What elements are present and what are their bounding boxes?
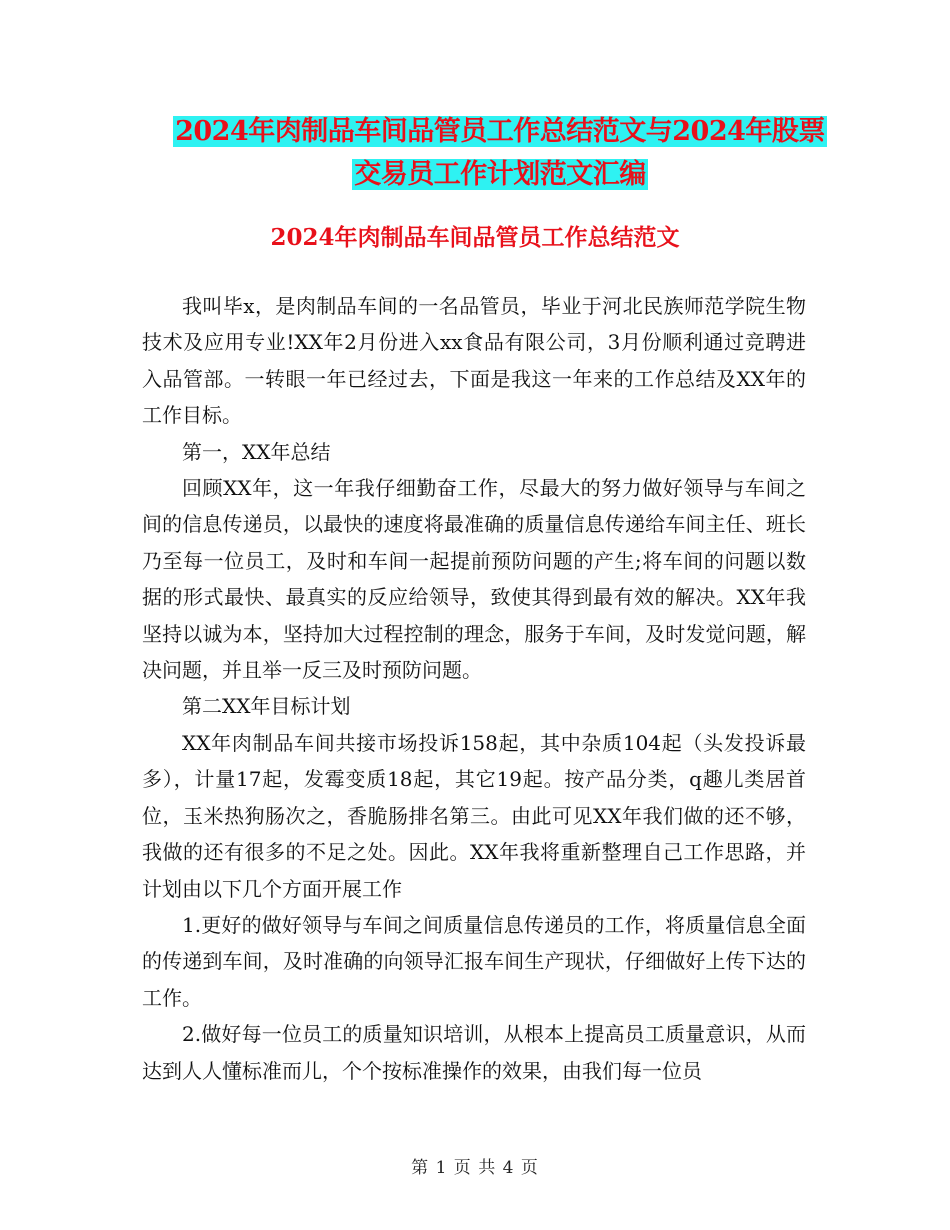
paragraph-heading-summary: 第一，XX年总结	[182, 439, 331, 464]
document-title-text-2: 交易员工作计划范文汇编	[354, 159, 646, 190]
paragraph-plan-item-2: 2.做好每一位员工的质量知识培训，从根本上提高员工质量意识，从而达到人人懂标准而儿，个个按标准操作的效果，由我们每一位员	[142, 1022, 806, 1083]
document-body	[142, 288, 806, 1089]
paragraph-complaints: XX年肉制品车间共接市场投诉158起，其中杂质104起（头发投诉最多），计量17起，发霉变质18起，其它19起。按产品分类，q趣儿类居首位，玉米热狗肠次之，香脆肠排名第三。由此可见XX年我们做的还不够，我做的还有很多的不足之处。因此。XX年我将重新整理自己工作思路，并计划由以下几个方面开展工作	[142, 730, 806, 901]
document-title-line-1	[140, 112, 860, 152]
page-footer: 第 1 页 共 4 页	[411, 1158, 539, 1178]
paragraph-review: 回顾XX年，这一年我仔细勤奋工作，尽最大的努力做好领导与车间之间的信息传递员，以最快的速度将最准确的质量信息传递给车间主任、班长乃至每一位员工，及时和车间一起提前预防问题的产生;将车间的问题以数据的形式最快、最真实的反应给领导，致使其得到最有效的解决。XX年我坚持以诚为本，坚持加大过程控制的理念，服务于车间，及时发觉问题，解决问题，并且举一反三及时预防问题。	[142, 476, 806, 683]
section-heading: 2024年肉制品车间品管员工作总结范文	[270, 224, 680, 251]
paragraph-intro: 我叫毕x，是肉制品车间的一名品管员，毕业于河北民族师范学院生物技术及应用专业!XX年2月份进入xx食品有限公司，3月份顺利通过竞聘进入品管部。一转眼一年已经过去，下面是我这一年来的工作总结及XX年的工作目标。	[142, 294, 806, 428]
document-title-text-1: 2024年肉制品车间品管员工作总结范文与2024年股票	[175, 116, 825, 147]
paragraph-plan-item-1: 1.更好的做好领导与车间之间质量信息传递员的工作，将质量信息全面的传递到车间，及时准确的向领导汇报车间生产现状，仔细做好上传下达的工作。	[142, 912, 806, 1010]
paragraph-heading-plan: 第二XX年目标计划	[182, 694, 351, 719]
document-title-line-2	[140, 155, 860, 195]
